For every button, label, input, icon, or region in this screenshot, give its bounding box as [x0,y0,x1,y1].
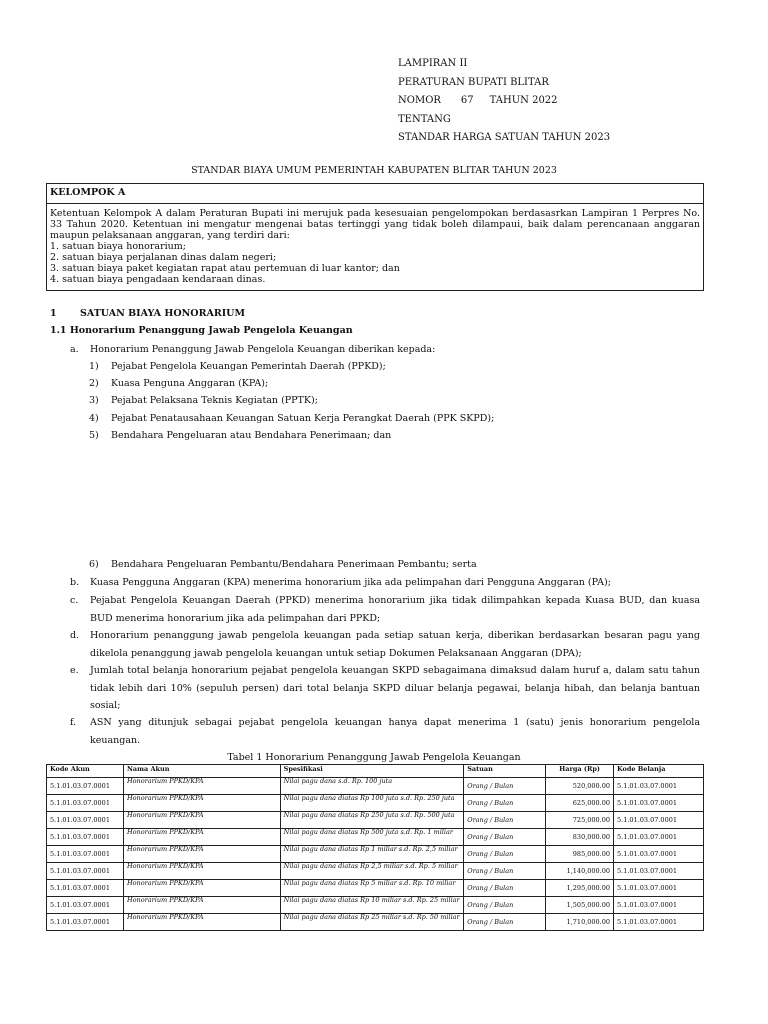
cell-nama-akun: Honorarium PPKD/KPA [123,812,280,829]
lampiran-nomor [398,92,610,111]
table-row [47,812,704,829]
cell-nama-akun: Honorarium PPKD/KPA [123,846,280,863]
table-caption: Tabel 1 Honorarium Penanggung Jawab Pengelola Keuangan [227,752,521,763]
cell-kode-belanja: 5.1.01.03.07.0001 [614,795,704,812]
cell-satuan: Orang / Bulan [464,880,546,897]
cell-harga: 725,000.00 [546,812,614,829]
lampiran-header [398,55,610,148]
col-header: Satuan [464,765,546,778]
section-heading [50,308,245,319]
table-row [47,863,704,880]
table-row [47,897,704,914]
cell-kode-akun: 5.1.01.03.07.0001 [47,914,124,931]
kelompok-heading: KELOMPOK A [47,184,703,204]
cell-satuan: Orang / Bulan [464,778,546,795]
cell-harga: 1,710,000.00 [546,914,614,931]
kelompok-body [47,204,703,285]
cell-spesifikasi: Nilai pagu dana s.d. Rp. 100 juta [280,778,464,795]
cell-kode-belanja: 5.1.01.03.07.0001 [614,778,704,795]
cell-satuan: Orang / Bulan [464,863,546,880]
kelompok-intro: Ketentuan Kelompok A dalam Peraturan Bupati ini merujuk pada kesesuaian pengelompokan berdasasrkan Lampiran 1 Perpres No. 33 Tahun 2020. Ketentuan ini mengatur mengenai batas tertinggi yang tidak boleh dilampaui, baik dalam perencanaan anggaran maupun pelaksanaan anggaran, yang terdiri dari: [50,208,700,241]
table-row [47,829,704,846]
cell-spesifikasi: Nilai pagu dana diatas Rp 1 miliar s.d. Rp. 2,5 miliar [280,846,464,863]
table-row [47,880,704,897]
kelompok-item: 1. satuan biaya honorarium; [50,241,186,252]
section-title: SATUAN BIAYA HONORARIUM [80,308,245,319]
point-f: f. ASN yang ditunjuk sebagai pejabat pengelola keuangan hanya dapat menerima 1 (satu) jenis honorarium pengelola keuangan. [70,717,700,746]
cell-harga: 1,295,000.00 [546,880,614,897]
cell-satuan: Orang / Bulan [464,795,546,812]
cell-spesifikasi: Nilai pagu dana diatas Rp 5 miliar s.d. Rp. 10 miliar [280,880,464,897]
cell-kode-belanja: 5.1.01.03.07.0001 [614,863,704,880]
cell-satuan: Orang / Bulan [464,829,546,846]
kelompok-item: 4. satuan biaya pengadaan kendaraan dinas. [50,274,266,285]
cell-spesifikasi: Nilai pagu dana diatas Rp 500 juta s.d. Rp. 1 miliar [280,829,464,846]
point-d: d. Honorarium penanggung jawab pengelola keuangan pada setiap satuan kerja, diberikan berdasarkan besaran pagu yang dikelola penanggung jawab pengelola keuangan untuk setiap Dokumen Pelaksanaan Anggaran (DPA); [70,630,700,659]
cell-satuan: Orang / Bulan [464,812,546,829]
lampiran-tentang: TENTANG [398,113,451,125]
sub-point: 5) Bendahara Pengeluaran atau Bendahara Penerimaan; dan [89,430,392,441]
kelompok-item: 3. satuan biaya paket kegiatan rapat atau pertemuan di luar kantor; dan [50,263,400,274]
nomor-value: 67 [460,95,474,106]
cell-kode-belanja: 5.1.01.03.07.0001 [614,897,704,914]
point-b: b. Kuasa Pengguna Anggaran (KPA) menerima honorarium jika ada pelimpahan dari Pengguna Anggaran (PA); [70,577,611,588]
point-a: a. Honorarium Penanggung Jawab Pengelola Keuangan diberikan kepada: [70,344,436,355]
cell-nama-akun: Honorarium PPKD/KPA [123,778,280,795]
cell-spesifikasi: Nilai pagu dana diatas Rp 250 juta s.d. Rp. 500 juta [280,812,464,829]
table-row [47,846,704,863]
table-row [47,778,704,795]
document-title: STANDAR BIAYA UMUM PEMERINTAH KABUPATEN BLITAR TAHUN 2023 [191,165,557,176]
cell-kode-akun: 5.1.01.03.07.0001 [47,795,124,812]
cell-kode-belanja: 5.1.01.03.07.0001 [614,812,704,829]
kelompok-item: 2. satuan biaya perjalanan dinas dalam negeri; [50,252,277,263]
col-header: Harga (Rp) [546,765,614,778]
point-e: e. Jumlah total belanja honorarium pejabat pengelola keuangan SKPD sebagaimana dimaksud dalam huruf a, dalam satu tahun tidak lebih dari 10% (sepuluh persen) dari total belanja SKPD diluar belanja pegawai, belanja hibah, dan belanja bantuan sosial; [70,665,700,711]
point-c: c. Pejabat Pengelola Keuangan Daerah (PPKD) menerima honorarium jika tidak dilimpahkan kepada Kuasa BUD, dan kuasa BUD menerima honorarium jika ada pelimpahan dari PPKD; [70,595,700,624]
cell-harga: 1,140,000.00 [546,863,614,880]
nomor-label: NOMOR [398,95,441,106]
table-row [47,914,704,931]
honorarium-table [46,764,704,931]
cell-spesifikasi: Nilai pagu dana diatas Rp 10 miliar s.d. Rp. 25 miliar [280,897,464,914]
cell-harga: 520,000.00 [546,778,614,795]
cell-kode-akun: 5.1.01.03.07.0001 [47,846,124,863]
sub-point: 3) Pejabat Pelaksana Teknis Kegiatan (PPTK); [89,395,318,406]
cell-nama-akun: Honorarium PPKD/KPA [123,914,280,931]
cell-harga: 625,000.00 [546,795,614,812]
cell-spesifikasi: Nilai pagu dana diatas Rp 25 miliar s.d. Rp. 50 miliar [280,914,464,931]
table-header-row [47,765,704,778]
cell-harga: 1,505,000.00 [546,897,614,914]
cell-kode-belanja: 5.1.01.03.07.0001 [614,914,704,931]
col-header: Kode Belanja [614,765,704,778]
cell-satuan: Orang / Bulan [464,914,546,931]
cell-nama-akun: Honorarium PPKD/KPA [123,897,280,914]
cell-nama-akun: Honorarium PPKD/KPA [123,863,280,880]
cell-harga: 985,000.00 [546,846,614,863]
cell-kode-akun: 5.1.01.03.07.0001 [47,812,124,829]
cell-nama-akun: Honorarium PPKD/KPA [123,795,280,812]
table-row [47,795,704,812]
cell-kode-akun: 5.1.01.03.07.0001 [47,880,124,897]
lampiran-line: LAMPIRAN II [398,58,468,69]
kelompok-a-box [46,183,704,291]
cell-kode-akun: 5.1.01.03.07.0001 [47,778,124,795]
col-header: Kode Akun [47,765,124,778]
sub-point: 4) Pejabat Penatausahaan Keuangan Satuan Kerja Perangkat Daerah (PPK SKPD); [89,413,495,424]
cell-nama-akun: Honorarium PPKD/KPA [123,829,280,846]
cell-harga: 830,000.00 [546,829,614,846]
lampiran-peraturan: PERATURAN BUPATI BLITAR [398,76,549,88]
cell-satuan: Orang / Bulan [464,897,546,914]
lampiran-subject: STANDAR HARGA SATUAN TAHUN 2023 [398,132,611,143]
cell-kode-akun: 5.1.01.03.07.0001 [47,863,124,880]
cell-kode-belanja: 5.1.01.03.07.0001 [614,880,704,897]
col-header: Nama Akun [123,765,280,778]
cell-spesifikasi: Nilai pagu dana diatas Rp 100 juta s.d. Rp. 250 juta [280,795,464,812]
cell-kode-akun: 5.1.01.03.07.0001 [47,897,124,914]
sub-point: 6) Bendahara Pengeluaran Pembantu/Bendahara Penerimaan Pembantu; serta [89,559,477,570]
subsection-heading: 1.1 Honorarium Penanggung Jawab Pengelola Keuangan [50,325,353,336]
nomor-tahun: TAHUN 2022 [489,95,558,106]
cell-kode-belanja: 5.1.01.03.07.0001 [614,829,704,846]
sub-point: 2) Kuasa Penguna Anggaran (KPA); [89,378,269,389]
cell-satuan: Orang / Bulan [464,846,546,863]
sub-point: 1) Pejabat Pengelola Keuangan Pemerintah Daerah (PPKD); [89,361,386,372]
cell-spesifikasi: Nilai pagu dana diatas Rp 2,5 miliar s.d. Rp. 5 miliar [280,863,464,880]
section-number: 1 [50,308,57,319]
cell-nama-akun: Honorarium PPKD/KPA [123,880,280,897]
col-header: Spesifikasi [280,765,464,778]
cell-kode-belanja: 5.1.01.03.07.0001 [614,846,704,863]
cell-kode-akun: 5.1.01.03.07.0001 [47,829,124,846]
